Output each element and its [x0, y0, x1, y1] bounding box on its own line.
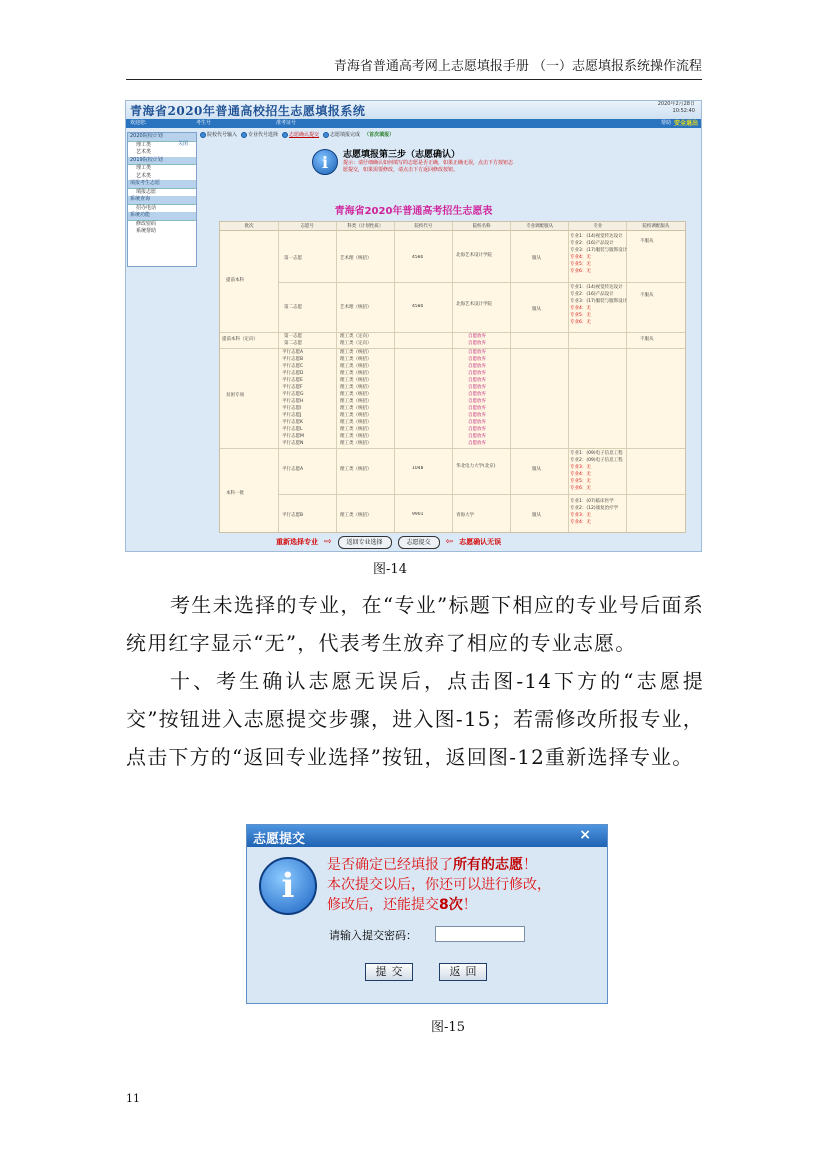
school-code: 4580 — [412, 255, 424, 260]
grid-line — [510, 222, 511, 532]
abandoned-label: 自愿放弃 — [468, 427, 486, 432]
major-obey: 服从 — [532, 467, 541, 472]
menu-close-link[interactable]: 关闭 — [178, 141, 189, 147]
info-icon: i — [259, 857, 317, 915]
page-number: 11 — [126, 1092, 140, 1105]
sheet-title: 青海省2020年普通高考招生志愿表 — [334, 206, 493, 217]
col-header: 科类（计划性质） — [347, 224, 384, 229]
abandoned-label: 自愿放弃 — [468, 357, 486, 362]
col-header: 志愿号 — [300, 224, 314, 229]
col-header: 专业 — [593, 224, 603, 229]
menu-group[interactable]: 2020院校计划 — [128, 133, 196, 142]
wish-number: 第一志愿 — [284, 256, 302, 261]
batch-label: 提前本科（定向） — [222, 337, 258, 342]
close-icon[interactable]: × — [579, 827, 591, 843]
wish-submit-dialog — [246, 824, 608, 1004]
wish-number: 平行志愿A — [282, 467, 304, 472]
school-obey: 不服从 — [640, 293, 654, 298]
grid-line — [220, 448, 685, 449]
batch-label: 提前本科 — [226, 278, 244, 283]
password-label: 请输入提交密码： — [329, 929, 417, 942]
major-list: 专业1：(09)电子信息工程 专业2：(09)电子信息工程 专业3：无 专业4：无 专业5：无 专业6：无 — [570, 451, 623, 491]
app-title: 青海省2020年普通高校招生志愿填报系统 — [130, 104, 366, 118]
user-bar — [126, 119, 701, 128]
menu-item[interactable]: 艺术类 — [136, 172, 152, 179]
major-obey: 服从 — [532, 513, 541, 518]
wish-type: 理工类（定向） — [340, 341, 372, 346]
school-name: 北海艺术设计学院 — [456, 253, 492, 258]
step-1: 院校代号输入 — [200, 131, 237, 139]
app-time: 10:52:40 — [672, 108, 695, 114]
major-list: 专业1：(14)视觉传达设计 专业2：(16)产品设计 专业3：(17)服装与服饰设计 专业4：无 专业5：无 专业6：无 — [570, 234, 628, 274]
step-3-icon — [282, 132, 288, 138]
user-exam-number: 考生号 — [196, 120, 212, 126]
header-text: 青海省普通高考网上志愿填报手册 （一）志愿填报系统操作流程 — [333, 59, 702, 74]
paragraph-2: 十、考生确认志愿无误后，点击图-14下方的“志愿提交”按钮进入志愿提交步骤，进入图-15；若需修改所报专业，点击下方的“返回专业选择”按钮，返回图-12重新选择专业。 — [126, 669, 704, 769]
abandoned-label: 自愿放弃 — [468, 350, 486, 355]
wish-submit-button[interactable]: 志愿提交 — [398, 536, 440, 549]
step3-title: 志愿填报第三步（志愿确认） — [343, 150, 461, 160]
menu-group[interactable]: 填报考生志愿 — [128, 180, 196, 189]
wish-type: 理工类（定向） — [340, 334, 372, 339]
arrow-right-icon: ⇨ — [324, 536, 332, 547]
figure-14-caption: 图-14 — [373, 562, 407, 577]
wish-type: 理工类（统招） — [340, 357, 372, 362]
abandoned-label: 自愿放弃 — [468, 434, 486, 439]
safe-exit-link[interactable]: 安全退出 — [673, 120, 698, 127]
grid-line — [336, 222, 337, 532]
dialog-titlebar — [247, 825, 607, 847]
col-header: 专业调配服从 — [526, 224, 554, 229]
dialog-message-line-3: 修改后，还能提交8次！ — [327, 897, 477, 913]
grid-line — [452, 222, 453, 532]
dialog-message-line-2: 本次提交以后，你还可以进行修改， — [327, 877, 551, 893]
col-header: 批次 — [244, 224, 254, 229]
dialog-message-line-1: 是否确定已经填报了所有的志愿！ — [327, 857, 537, 873]
menu-group[interactable]: 2019院校计划 — [128, 157, 196, 166]
wish-type: 理工类（统招） — [340, 413, 372, 418]
col-header: 院校调配服从 — [642, 224, 670, 229]
wish-type: 理工类（统招） — [340, 434, 372, 439]
abandoned-label: 自愿放弃 — [468, 399, 486, 404]
first-fill-badge: （首次填报） — [364, 132, 395, 138]
step-3: 志愿确认提交 — [282, 131, 319, 139]
wish-type: 理工类（统招） — [340, 350, 372, 355]
wish-number: 平行志愿N — [282, 441, 304, 446]
wish-number: 第一志愿 — [284, 334, 302, 339]
wish-type: 理工类（统招） — [340, 399, 372, 404]
school-code: 4580 — [412, 304, 424, 309]
wish-number: 平行志愿J — [282, 413, 302, 418]
step-2: 专业代号选择 — [241, 131, 278, 139]
abandoned-label: 自愿放弃 — [468, 385, 486, 390]
wish-number: 平行志愿G — [282, 392, 304, 397]
step-1-icon — [200, 132, 206, 138]
app-date: 2020年2月28日 — [657, 101, 695, 107]
menu-item[interactable]: 填报志愿 — [136, 188, 157, 195]
abandoned-label: 自愿放弃 — [468, 413, 486, 418]
school-code: 9901 — [412, 512, 424, 517]
wish-type: 理工类（统招） — [340, 427, 372, 432]
wish-number: 平行志愿E — [282, 378, 303, 383]
step3-note: 提示：请仔细确认如何填写的志愿是否正确，如果正确无误，点击下方按钮志愿提交，如果需要修改，请点击下方返回修改按钮。 — [343, 160, 514, 173]
help-link[interactable]: 帮助 — [660, 120, 671, 126]
wish-type: 理工类（统招） — [340, 378, 372, 383]
school-name: 华北电力大学(北京) — [456, 464, 496, 469]
step-2-icon — [241, 132, 247, 138]
wish-type: 理工类（统招） — [340, 371, 372, 376]
major-list: 专业1：(14)视觉传达设计 专业2：(16)产品设计 专业3：(17)服装与服饰设计 专业4：无 专业5：无 专业6：无 — [570, 285, 628, 325]
grid-line — [568, 222, 569, 532]
school-obey: 不服从 — [640, 239, 654, 244]
wish-number: 平行志愿M — [282, 434, 304, 439]
back-button[interactable]: 返回 — [439, 963, 487, 981]
figure-14-screenshot — [125, 100, 702, 552]
wish-number: 第二志愿 — [284, 341, 302, 346]
abandoned-label: 自愿放弃 — [468, 334, 486, 339]
wish-type: 艺术理（统招） — [340, 305, 372, 310]
wish-type: 理工类（统招） — [340, 406, 372, 411]
wish-number: 平行志愿B — [282, 513, 304, 518]
batch-label: 贫困专项 — [226, 393, 244, 398]
major-list: 专业1：(07)临床医学 专业2：(12)康复治疗学 专业3：无 专业4：无 — [570, 499, 619, 525]
arrow-left-icon: ⇦ — [445, 536, 454, 547]
wish-table — [219, 221, 686, 533]
grid-line — [278, 282, 687, 283]
wish-number: 平行志愿C — [282, 364, 304, 369]
abandoned-label: 自愿放弃 — [468, 371, 486, 376]
menu-item[interactable]: 系统帮助 — [136, 228, 157, 234]
user-welcome: 欢迎您: — [130, 120, 147, 126]
wish-type: 理工类（统招） — [340, 467, 372, 472]
submit-password-input[interactable] — [435, 926, 525, 942]
step3-info-box — [311, 145, 517, 193]
info-icon: i — [312, 149, 338, 175]
menu-group[interactable]: 系统功能 — [128, 212, 196, 221]
major-obey: 服从 — [532, 307, 541, 312]
page-header — [126, 58, 702, 80]
submit-button[interactable]: 提交 — [365, 963, 413, 981]
wish-number: 平行志愿L — [282, 427, 303, 432]
step-4-icon — [323, 132, 329, 138]
app-datetime — [658, 101, 695, 115]
wish-type: 理工类（统招） — [340, 385, 372, 390]
app-title-bar — [126, 101, 701, 119]
wish-type: 理工类（统招） — [340, 392, 372, 397]
abandoned-label: 自愿放弃 — [468, 441, 486, 446]
wish-number: 平行志愿K — [282, 420, 303, 425]
user-cert-number: 准考证号 — [276, 120, 297, 126]
school-obey: 不服从 — [640, 337, 654, 342]
step-4: 志愿填报完成 — [323, 131, 360, 139]
menu-item[interactable]: 修改密码 — [136, 220, 157, 227]
abandoned-label: 自愿放弃 — [468, 341, 486, 346]
figure-15-caption: 图-15 — [431, 1020, 465, 1035]
confirm-correct-label: 志愿确认无误 — [459, 538, 502, 546]
side-menu — [127, 132, 197, 267]
batch-label: 本科一批 — [226, 491, 244, 496]
wish-type: 理工类（统招） — [340, 513, 372, 518]
wish-number: 平行志愿A — [282, 350, 304, 355]
wish-type: 艺术理（统招） — [340, 256, 372, 261]
school-name: 青海大学 — [456, 513, 474, 518]
abandoned-label: 自愿放弃 — [468, 406, 486, 411]
menu-item[interactable]: 艺术类 — [136, 149, 152, 155]
wish-number: 平行志愿D — [282, 371, 304, 376]
back-to-major-button[interactable]: 返回专业选择 — [338, 536, 392, 549]
wish-number: 第二志愿 — [284, 305, 302, 310]
menu-item[interactable]: 理工类 — [136, 165, 152, 171]
redo-major-label: 重新选择专业 — [276, 538, 318, 546]
grid-line — [278, 222, 279, 532]
menu-item[interactable]: 理工类 — [136, 141, 152, 148]
col-header: 院校代号 — [414, 224, 433, 229]
grid-line — [394, 222, 395, 532]
menu-item[interactable]: 招办电话 — [136, 204, 157, 211]
wish-number: 平行志愿F — [282, 385, 303, 390]
wish-type: 理工类（统招） — [340, 364, 372, 369]
wish-number: 平行志愿B — [282, 357, 304, 362]
dialog-title: 志愿提交 — [253, 832, 306, 847]
wish-type: 理工类（统招） — [340, 420, 372, 425]
wish-number: 平行志愿I — [282, 406, 302, 411]
wish-number: 平行志愿H — [282, 399, 304, 404]
school-code: 1048 — [412, 466, 424, 471]
menu-group[interactable]: 系统查询 — [128, 196, 196, 205]
abandoned-label: 自愿放弃 — [468, 378, 486, 383]
school-name: 北海艺术设计学院 — [456, 302, 492, 307]
step-indicator — [200, 131, 394, 139]
abandoned-label: 自愿放弃 — [468, 364, 486, 369]
major-obey: 服从 — [532, 256, 541, 261]
grid-line — [278, 494, 687, 495]
abandoned-label: 自愿放弃 — [468, 392, 486, 397]
table-action-bar — [276, 535, 501, 549]
col-header: 院校名称 — [472, 224, 491, 229]
wish-type: 理工类（统招） — [340, 441, 372, 446]
paragraph-1: 考生未选择的专业，在“专业”标题下相应的专业号后面系统用红字显示“无”，代表考生放弃了相应的专业志愿。 — [126, 593, 704, 655]
abandoned-label: 自愿放弃 — [468, 420, 486, 425]
